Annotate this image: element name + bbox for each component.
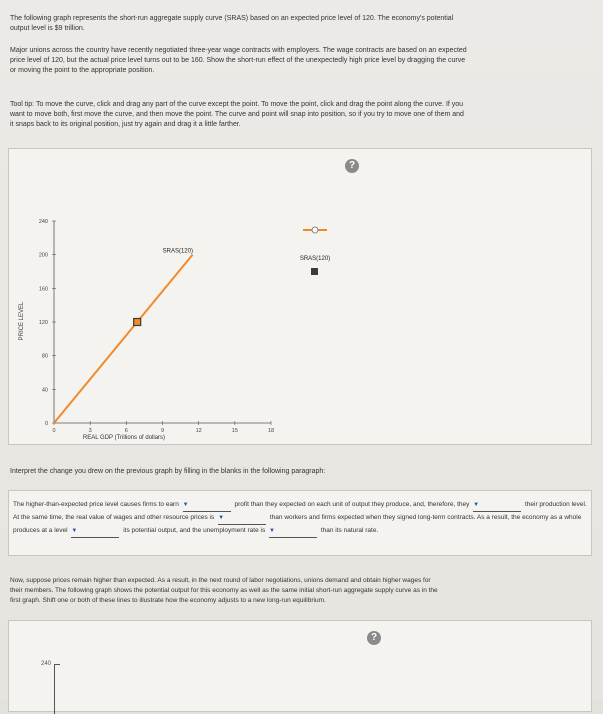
scenario-text: Major unions across the country have recently negotiated three-year wage contracts with employers. The wage contracts are based on an expected price level of 120, but the actual price level turns out to be 160. Show the short-run effect of the unexpectedly high price level by dragging the curve or moving the point to the appropriate position. bbox=[10, 47, 467, 74]
chevron-down-icon: ▼ bbox=[269, 528, 275, 534]
blank-output-level[interactable] bbox=[71, 525, 119, 538]
followup-text: Now, suppose prices remain higher than expected. As a result, in the next round of labor negotiations, unions demand and obtain higher wages for their members. The following graph shows the potential output for this economy as well as the same initial short-run aggregate supply curve as in the first graph. Shift one or both of these lines to illustrate how the economy adjusts to a new long-run equilibrium. bbox=[10, 577, 438, 604]
sras-curve[interactable] bbox=[54, 255, 193, 423]
y-tick-label: 80 bbox=[41, 353, 48, 360]
blank-profit[interactable] bbox=[183, 499, 231, 512]
y-tick-labels bbox=[39, 219, 56, 427]
y-tick-label: 200 bbox=[38, 252, 48, 259]
graph-panel-2 bbox=[8, 620, 592, 712]
legend-curve-label: SRAS(120) bbox=[299, 256, 331, 262]
intro-text: The following graph represents the short-run aggregate supply curve (SRAS) based on an expected price level of 120. The economy's potential output level is $9 trillion. bbox=[10, 15, 454, 32]
y-tick-240: 240 bbox=[41, 661, 52, 667]
blank-production[interactable] bbox=[473, 499, 521, 512]
y-tick-label: 0 bbox=[44, 421, 48, 427]
sras-point[interactable] bbox=[134, 319, 141, 326]
help-icon[interactable]: ? bbox=[345, 159, 359, 173]
blank-unemployment[interactable] bbox=[269, 525, 317, 538]
y-axis-label: PRICE LEVEL bbox=[19, 301, 25, 341]
y-tick-label: 40 bbox=[41, 387, 48, 394]
curve-label: SRAS(120) bbox=[162, 248, 193, 255]
y-tick-label: 240 bbox=[38, 219, 48, 225]
x-tick-label: 15 bbox=[231, 428, 238, 434]
fill-blanks-panel bbox=[8, 490, 592, 556]
x-tick-label: 12 bbox=[195, 428, 202, 434]
y-axis-2 bbox=[54, 664, 55, 714]
x-tick-label: 18 bbox=[267, 428, 275, 434]
blank-real-wages[interactable] bbox=[218, 512, 266, 525]
chevron-down-icon: ▼ bbox=[218, 515, 225, 521]
graph-panel bbox=[8, 148, 592, 445]
tooltip-text: Tool tip: To move the curve, click and drag any part of the curve except the point. To move the point, click and drag the point along the curve. If you want to move both, first move the curve, and then move the point. The curve and point will snap into position, so if you try to move one of them and it snaps back to its original position, just try again and drag it a little farther. bbox=[10, 101, 464, 128]
fill-blanks-paragraph: The higher-than-expected price level causes firms to earn ▼ profit than they expected on each unit of output they produce, and, therefore, they ▼ their production level. At the same time, the real value of wages and other resource prices is ▼ than workers and firms expected when they signed long-term contracts. As a result, the economy as a whole produces at a level ▼ its potential output, and the unemployment rate is ▼ than its natural rate. bbox=[13, 499, 588, 538]
chevron-down-icon: ▼ bbox=[182, 502, 189, 508]
y-tick-label: 120 bbox=[38, 320, 48, 326]
x-tick-label: 0 bbox=[52, 428, 56, 434]
x-axis-label: REAL GDP (Trillions of dollars) bbox=[82, 435, 166, 441]
x-tick-label: 9 bbox=[160, 428, 165, 434]
legend-point-swatch[interactable] bbox=[311, 268, 318, 275]
legend-curve-handle[interactable] bbox=[312, 227, 318, 233]
legend bbox=[300, 227, 330, 275]
help-icon[interactable]: ? bbox=[367, 631, 381, 645]
chevron-down-icon: ▼ bbox=[71, 528, 78, 534]
sras-graph bbox=[9, 149, 591, 444]
chevron-down-icon: ▼ bbox=[473, 502, 480, 508]
x-tick-label: 3 bbox=[88, 428, 92, 434]
interpret-intro: Interpret the change you drew on the previous graph by filling in the blanks in the following paragraph: bbox=[10, 468, 326, 475]
x-tick-label: 6 bbox=[124, 428, 128, 434]
y-tick-label: 160 bbox=[38, 286, 48, 293]
